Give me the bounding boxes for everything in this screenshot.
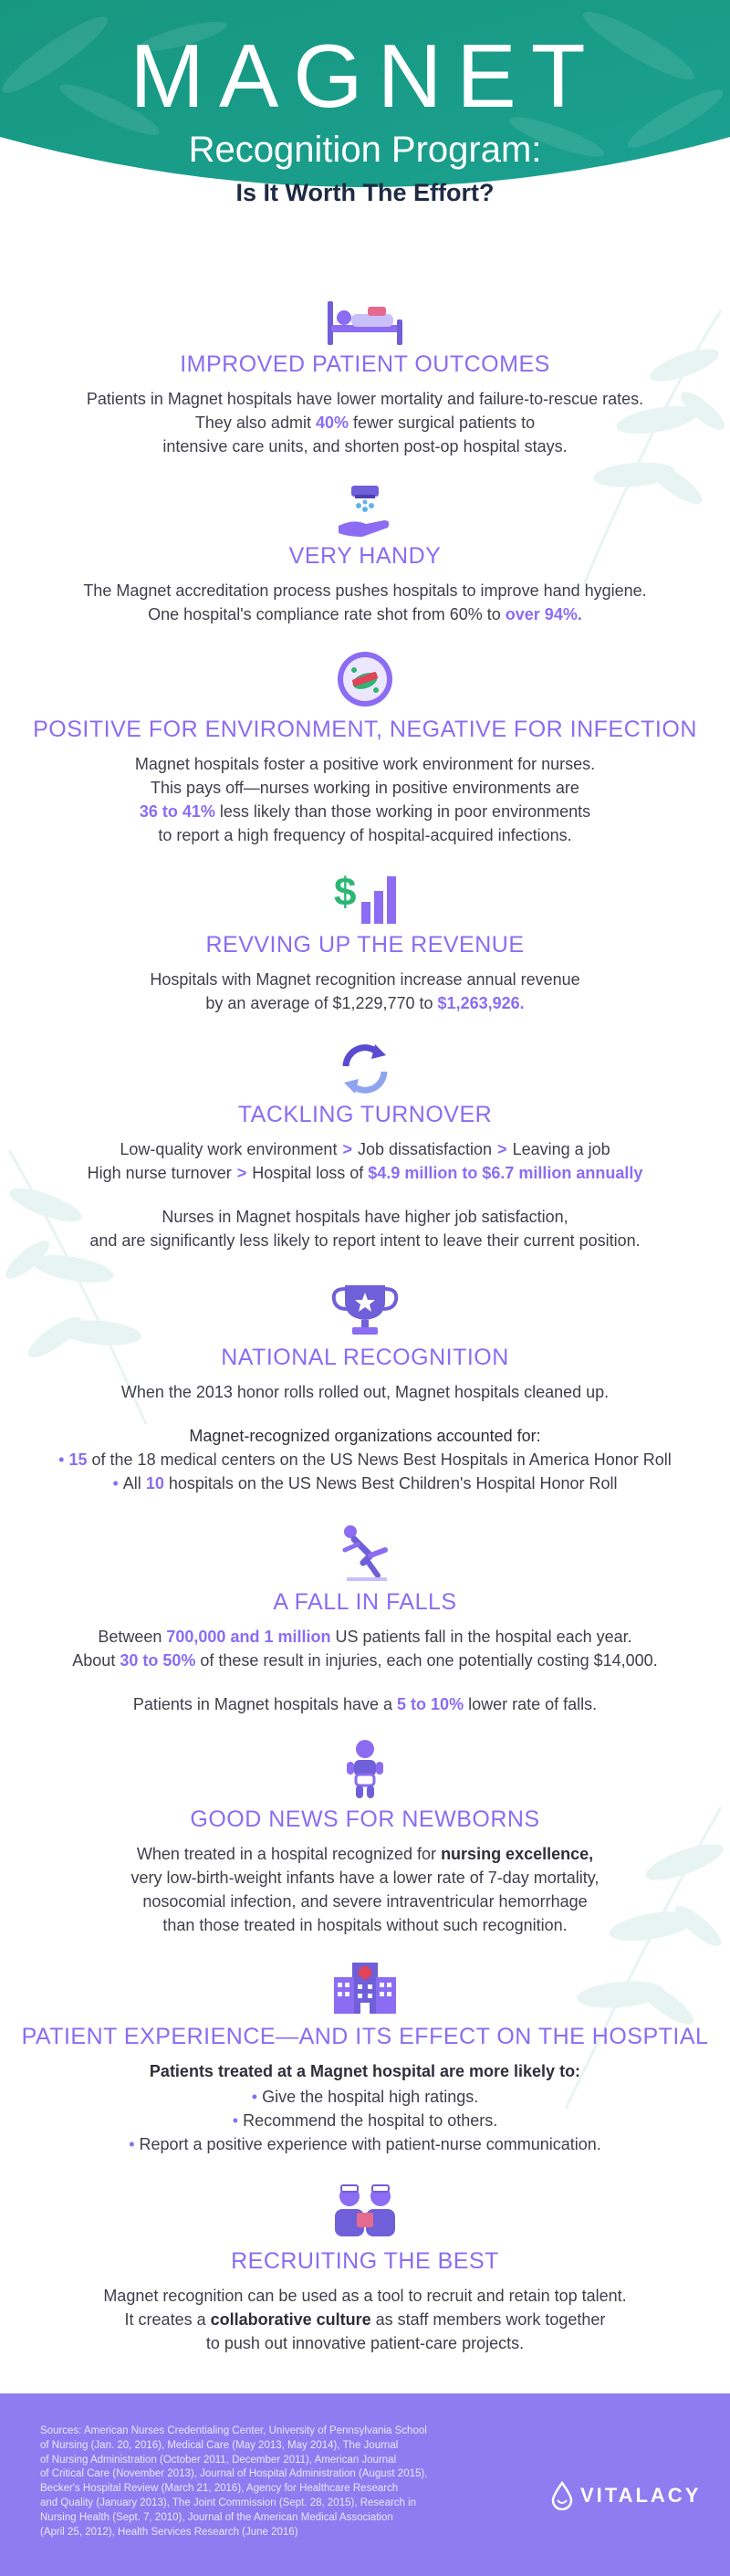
list-item: • 15 of the 18 medical centers on the US News Best Hospitals in America Honor Roll [58,1450,672,1469]
list-item: • Give the hospital high ratings. [251,2088,479,2106]
body-text: One hospital's compliance rate shot from 60% to over 94%. [148,605,582,623]
hospital-bed-icon [324,298,406,349]
page-title: MAGNET [130,26,600,126]
body-text: Magnet recognition can be used as a tool to recruit and retain top talent. [103,2287,627,2305]
hand-washing-icon [335,484,395,540]
logo-text: VITALACY [580,2484,702,2507]
body-text: Patients treated at a Magnet hospital are more likely to: [149,2062,581,2080]
turnover-flow: High nurse turnover > Hospital loss of $4.9 million to $6.7 million annually [87,1164,643,1182]
falling-person-icon [338,1523,392,1583]
body-text: When treated in a hospital recognized for nursing excellence, [136,1845,594,1863]
source-line: Nursing Health (Sept. 7, 2010), Journal of the American Medical Association [40,2511,393,2523]
list-item: • All 10 hospitals on the US News Best Children's Hospital Honor Roll [112,1474,618,1492]
section-title: IMPROVED PATIENT OUTCOMES [180,351,550,377]
body-text: nosocomial infection, and severe intraventricular hemorrhage [142,1892,588,1911]
header-banner [0,0,730,215]
body-text: When the 2013 honor rolls rolled out, Magnet hospitals cleaned up. [120,1383,610,1401]
source-line: of Critical Care (November 2013), Journal of Hospital Administration (August 2015), [40,2468,428,2480]
source-line: of Nursing Administration (October 2011, December 2011), American Journal [40,2454,397,2466]
body-text: and are significantly less likely to report intent to leave their current position. [89,1231,641,1250]
source-line: Becker's Hospital Review (March 21, 2016), Agency for Healthcare Research [40,2483,399,2495]
page-subtitle: Recognition Program: [188,130,542,170]
revenue-chart-icon [330,869,400,926]
body-text: very low-birth-weight infants have a lower rate of 7-day mortality, [130,1869,600,1887]
body-text: This pays off—nurses working in positive environments are [151,779,579,797]
body-text: Nurses in Magnet hospitals have higher job satisfaction, [162,1208,568,1226]
body-text: It creates a collaborative culture as staff members work together [124,2310,606,2329]
hospital-building-icon [332,1959,398,2016]
section-title: RECRUITING THE BEST [231,2248,499,2274]
svg-text:$: $ [334,870,357,915]
list-item: • Recommend the hospital to others. [232,2111,498,2130]
section-title: PATIENT EXPERIENCE—AND ITS EFFECT ON THE HOSPTIAL [21,2024,709,2049]
body-text: Patients in Magnet hospitals have lower mortality and failure-to-rescue rates. [86,390,644,408]
section-title: REVVING UP THE REVENUE [205,932,525,958]
body-text: Between 700,000 and 1 million US patients fall in the hospital each year. [98,1628,632,1646]
section-title: TACKLING TURNOVER [237,1102,493,1127]
section-title: A FALL IN FALLS [273,1589,457,1615]
body-text: than those treated in hospitals without such recognition. [162,1916,568,1934]
source-line: Sources: American Nurses Credentialing Center, University of Pennsylvania School [40,2425,427,2436]
body-text: They also admit 40% fewer surgical patients to [194,414,536,432]
body-text: 36 to 41% less likely than those working in poor environments [139,802,591,821]
page-question: Is It Worth The Effort? [235,179,495,206]
turnover-flow: Low-quality work environment > Job dissatisfaction > Leaving a job [120,1140,610,1158]
source-line: of Nursing (Jan. 20, 2016), Medical Care (May 2013, May 2014), The Journal [40,2439,399,2451]
refresh-cycle-icon [337,1041,393,1097]
body-text: to report a high frequency of hospital-acquired infections. [158,826,572,844]
sources-text [40,2424,515,2539]
body-text: by an average of $1,229,770 to $1,263,926. [205,994,525,1012]
body-text: About 30 to 50% of these result in injuries, each one potentially costing $14,000. [72,1651,658,1670]
baby-icon [343,1738,387,1800]
list-item: • Report a positive experience with patient-nurse communication. [129,2135,601,2153]
source-line: (April 25, 2012), Health Services Research (June 2016) [40,2526,298,2538]
vitalacy-drop-icon [551,2481,573,2510]
body-text: Patients in Magnet hospitals have a 5 to 10% lower rate of falls. [132,1695,598,1713]
nurses-team-icon [329,2182,401,2238]
vitalacy-logo[interactable] [551,2481,701,2510]
body-text: to push out innovative patient-care projects. [205,2334,525,2352]
section-title: VERY HANDY [288,543,442,569]
section-title: GOOD NEWS FOR NEWBORNS [190,1806,540,1832]
section-title: POSITIVE FOR ENVIRONMENT, NEGATIVE FOR INFECTION [33,717,697,742]
footer [0,2393,730,2576]
section-title: NATIONAL RECOGNITION [221,1345,509,1370]
source-line: and Quality (January 2013), The Joint Commission (Sept. 28, 2015), Research in [40,2497,417,2508]
trophy-icon [330,1280,400,1336]
body-text: Hospitals with Magnet recognition increase annual revenue [150,970,580,989]
body-text: Magnet-recognized organizations accounted for: [189,1427,541,1445]
bacteria-icon [336,650,394,708]
body-text: The Magnet accreditation process pushes hospitals to improve hand hygiene. [83,581,647,600]
body-text: Magnet hospitals foster a positive work environment for nurses. [134,755,596,773]
body-text: intensive care units, and shorten post-op hospital stays. [162,437,568,456]
